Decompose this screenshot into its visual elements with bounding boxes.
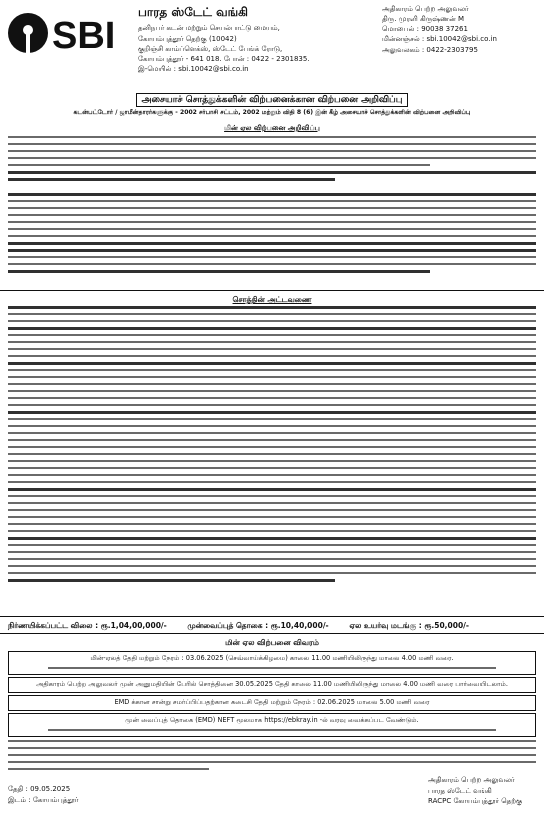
branch-line: கோயம்புத்தூர் - 641 018. போன் : 0422 - 2301835. (138, 54, 310, 63)
inspection-box (8, 677, 536, 693)
signature-officer: அதிகாரம் பெற்ற அலுவலர் (428, 776, 515, 784)
emd-date-box (8, 695, 536, 711)
sbi-logo (4, 8, 134, 58)
price-row (8, 621, 536, 631)
divider (0, 633, 544, 634)
divider (0, 290, 544, 291)
signature-branch: RACPC கோயம்புத்தூர் தெற்கு (428, 797, 523, 805)
signature-block (428, 775, 538, 807)
officer-line: மொபைல் : 90038 37261 (382, 25, 468, 34)
officer-line: மின்னஞ்சல் : sbi.10042@sbi.co.in (382, 35, 497, 44)
signature-bank: பாரத ஸ்டேட் வங்கி (428, 786, 492, 795)
notice-title: அசையாச் சொத்துக்களின் விற்பனைக்கான விற்பனை அறிவிப்பு (136, 93, 408, 107)
eauction-title: மின் ஏல விற்பனை விவரம் (225, 638, 319, 647)
inspection-text: அதிகாரம் பெற்ற அலுவலர் முன் அனுமதியின் பேரில் சொத்தினை 30.05.2025 தேதி காலை 11.00 மணியிலிருந்து மாலை 4.00 மணி வரை பார்வையிடலாம். (36, 680, 508, 688)
emd-mode-text: முன் வைப்புத் தொகை (EMD) NEFT மூலமாக https://ebkray.in -ல் வரவு வைக்கப்பட வேண்டும். (125, 716, 419, 724)
reserve-price: நிர்ணயிக்கப்பட்ட விலை : ரூ.1,04,00,000/- (8, 621, 167, 630)
logo-text: SBI (52, 15, 116, 57)
emd-amount: முன்வைப்புத் தொகை : ரூ.10,40,000/- (187, 621, 329, 630)
officer-line: அலுவலகம் : 0422-2303795 (382, 45, 478, 54)
schedule-title: சொத்தின் அட்டவணை (232, 295, 312, 304)
sub-title: மின் ஏல விற்பனை அறிவிப்பு (224, 124, 320, 132)
auction-date-text: மின்-ஏலத் தேதி மற்றும் நேரம் : 03.06.2025 (செவ்வாய்க்கிழமை) காலை 11.00 மணியிலிருந்து மாலை 4.00 மணி வரை. (90, 654, 454, 662)
officer-contact (382, 4, 538, 55)
property-schedule (8, 306, 536, 586)
branch-email: இ-மெயில் : sbi.10042@sbi.co.in (138, 64, 249, 73)
branch-line: கோயம்புத்தூர் தெற்கு (10042) (138, 34, 237, 43)
intro-paragraph (8, 136, 536, 185)
terms-paragraph (8, 740, 536, 775)
officer-line: திரு. முரளி கிருஷ்ணன் M (382, 15, 465, 24)
divider (0, 616, 544, 617)
bank-name: பாரத ஸ்டேட் வங்கி (138, 5, 248, 19)
bid-increment: ஏல உயர்வு மடங்கு : ரூ.50,000/- (349, 621, 470, 630)
emd-date-text: EMD க்கான சான்று சமர்ப்பிப்பதற்கான கடைசி தேதி மற்றும் நேரம் : 02.06.2025 மாலை 5.00 மணி வரை (114, 698, 430, 706)
notice-date: தேதி : 09.05.2025 (8, 785, 71, 793)
notice-place: இடம் : கோயம்புத்தூர் (8, 795, 79, 804)
emd-mode-box (8, 713, 536, 737)
branch-line: தனிநபர் கடன் மற்றும் செயல்பாட்டு மையம், (138, 24, 280, 33)
borrower-details (8, 193, 536, 277)
branch-address (138, 4, 378, 74)
officer-line: அதிகாரம் பெற்ற அலுவலர் (382, 5, 469, 13)
auction-date-box (8, 651, 536, 675)
branch-line: குறிஞ்சி காம்ப்ளெக்ஸ், ஸ்டேட் பேங்க் ரோடு, (138, 44, 283, 53)
intro-bold-text: கடன்பட்டோர் / ஜாமீன்தாரர்களுக்கு - 2002 சர்பாசி சட்டம், 2002 மற்றும் விதி 8 (6) இன் கீழ் அசையாச் சொத்துக்களின் விற்பனை அறிவிப்பு (73, 109, 471, 116)
date-place (8, 784, 168, 805)
